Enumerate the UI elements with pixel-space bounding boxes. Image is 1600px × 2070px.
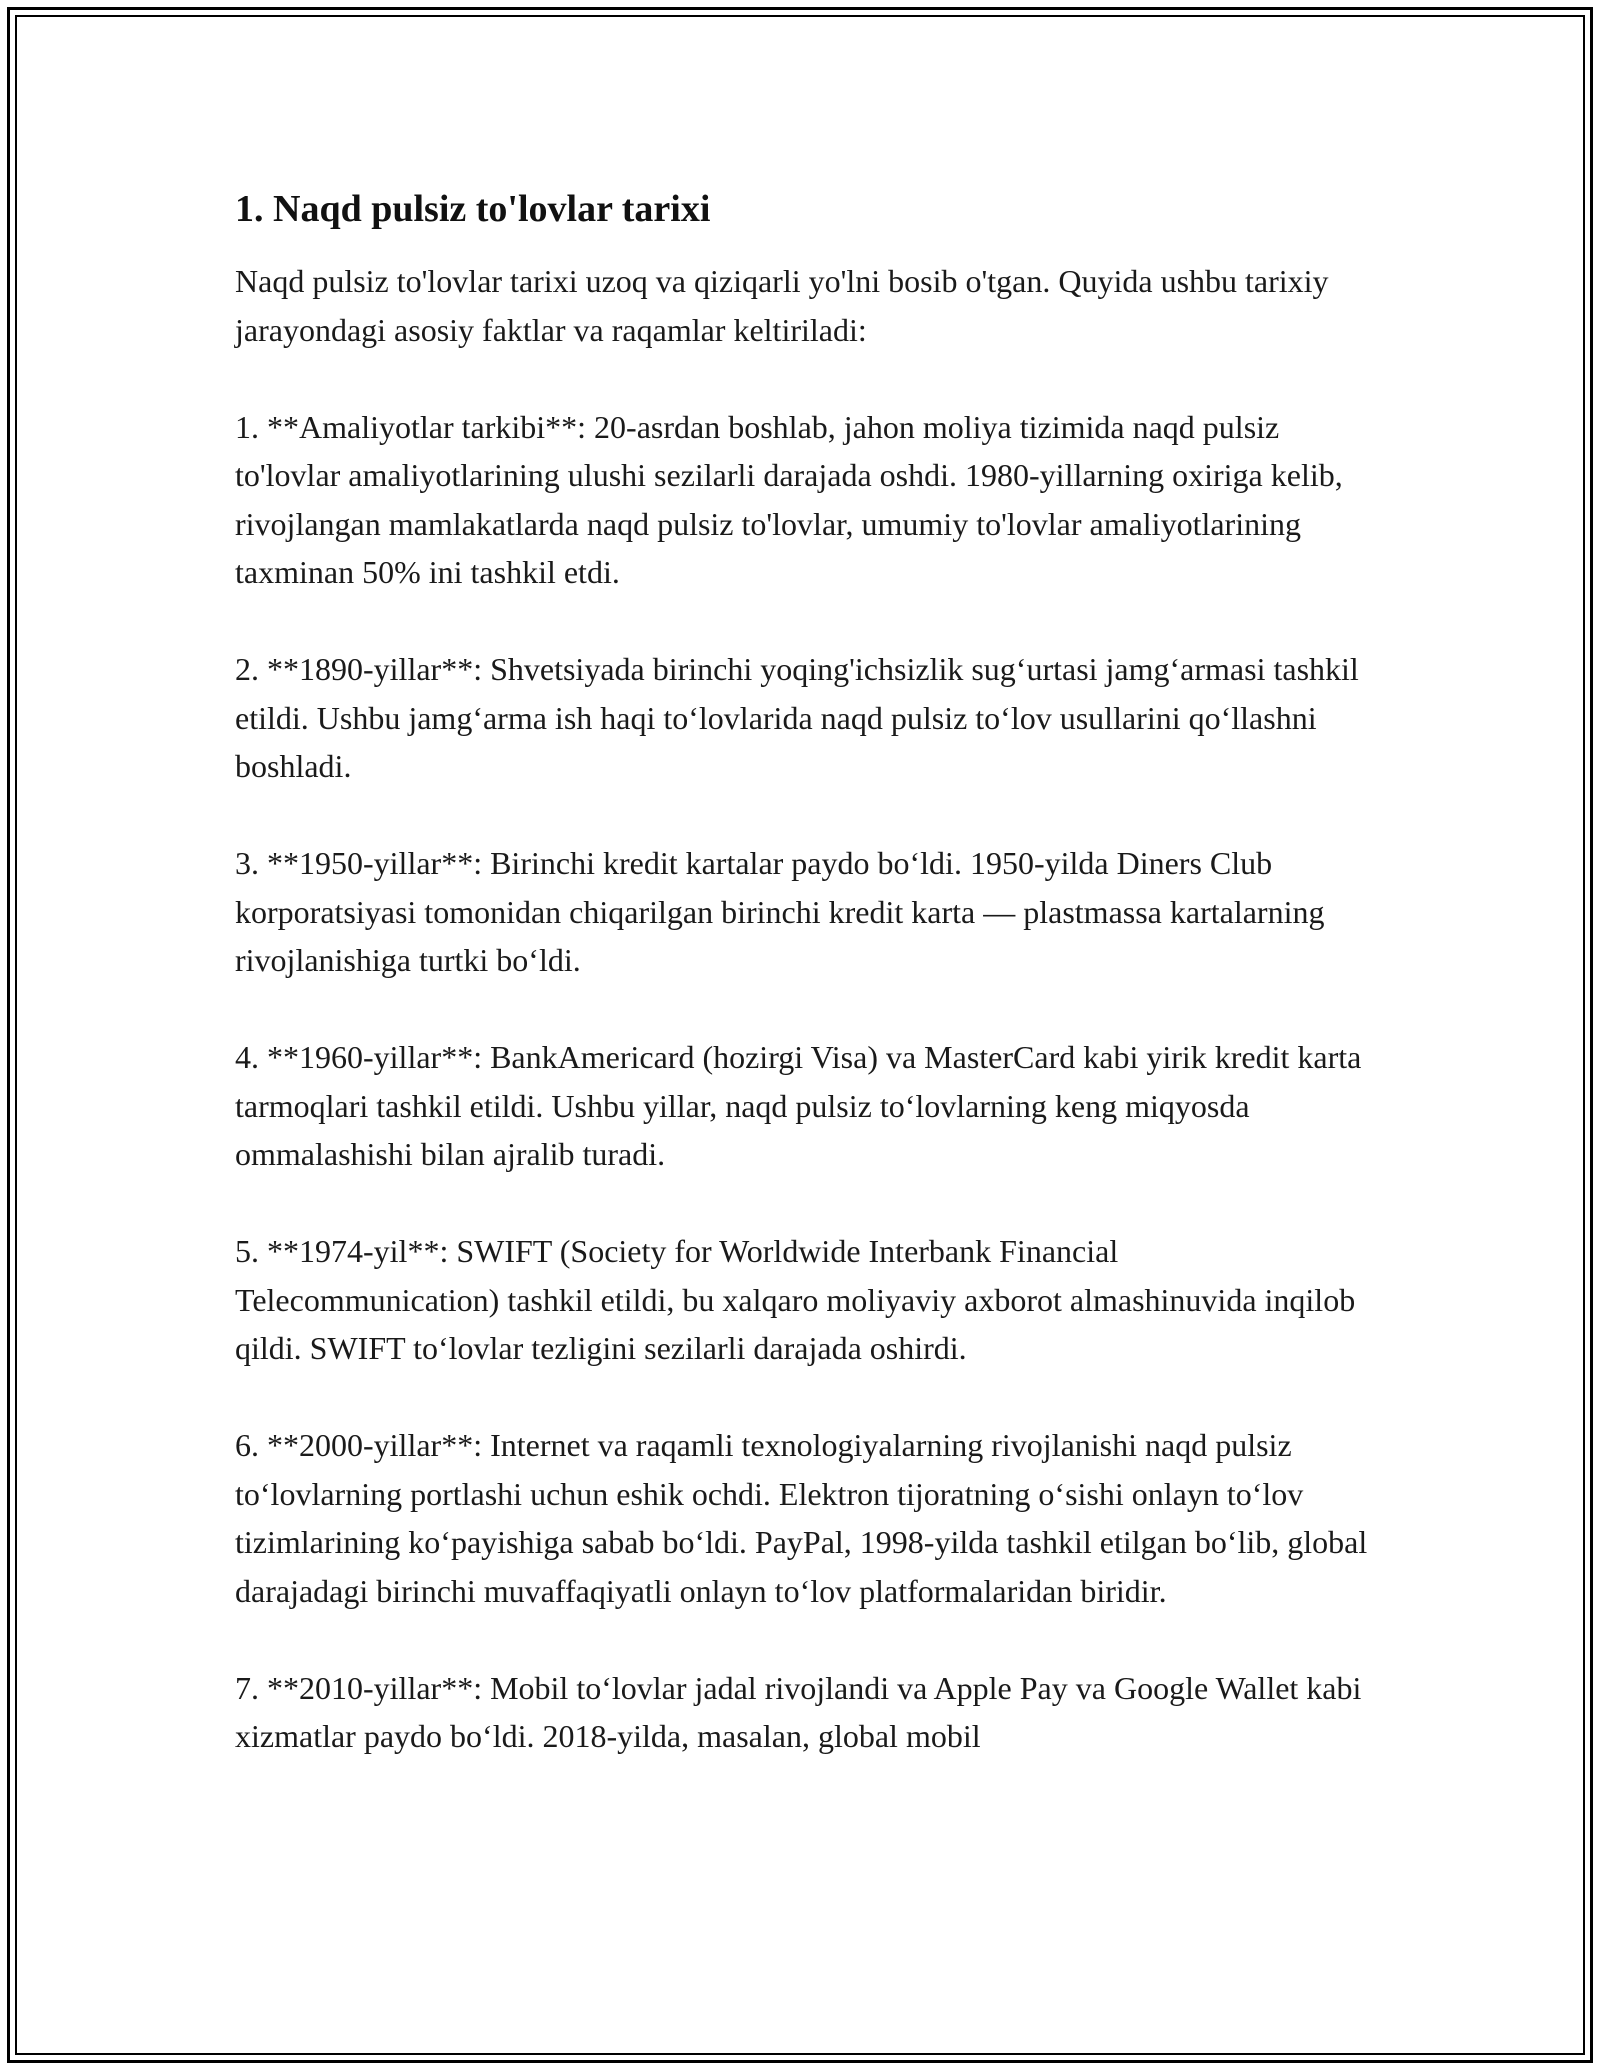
page-title: 1. Naqd pulsiz to'lovlar tarixi bbox=[235, 188, 711, 230]
list-item-6: 6. **2000-yillar**: Internet va raqamli texnologiyalarning rivojlanishi naqd pulsiz to‘lovlarning portlashi uchun eshik ochdi. Elektron tijoratning o‘sishi onlayn to‘lov tizimlarining ko‘payishiga sabab bo‘ldi. PayPal, 1998-yilda tashkil etilgan bo‘lib, global darajadagi birinchi muvaffaqiyatli onlayn to‘lov platformalaridan biridir. bbox=[235, 1427, 1368, 1609]
document-body bbox=[235, 185, 1385, 1809]
list-item-2: 2. **1890-yillar**: Shvetsiyada birinchi yoqing'ichsizlik sug‘urtasi jamg‘armasi tashkil etildi. Ushbu jamg‘arma ish haqi to‘lovlarida naqd pulsiz to‘lov usullarini qo‘llashni boshladi. bbox=[235, 651, 1359, 784]
list-item-5: 5. **1974-yil**: SWIFT (Society for Worldwide Interbank Financial Telecommunication) tashkil etildi, bu xalqaro moliyaviy axborot almashinuvida inqilob qildi. SWIFT to‘lovlar tezligini sezilarli darajada oshirdi. bbox=[235, 1233, 1356, 1366]
list-item-3: 3. **1950-yillar**: Birinchi kredit kartalar paydo bo‘ldi. 1950-yilda Diners Club korporatsiyasi tomonidan chiqarilgan birinchi kredit karta — plastmassa kartalarning rivojlanishiga turtki bo‘ldi. bbox=[235, 845, 1325, 978]
intro-paragraph: Naqd pulsiz to'lovlar tarixi uzoq va qiziqarli yo'lni bosib o'tgan. Quyida ushbu tarixiy jarayondagi asosiy faktlar va raqamlar keltiriladi: bbox=[235, 263, 1329, 348]
list-item-4: 4. **1960-yillar**: BankAmericard (hozirgi Visa) va MasterCard kabi yirik kredit karta tarmoqlari tashkil etildi. Ushbu yillar, naqd pulsiz to‘lovlarning keng miqyosda ommalashishi bilan ajralib turadi. bbox=[235, 1039, 1362, 1172]
list-item-1: 1. **Amaliyotlar tarkibi**: 20-asrdan boshlab, jahon moliya tizimida naqd pulsiz to'lovlar amaliyotlarining ulushi sezilarli darajada oshdi. 1980-yillarning oxiriga kelib, rivojlangan mamlakatlarda naqd pulsiz to'lovlar, umumiy to'lovlar amaliyotlarining taxminan 50% ini tashkil etdi. bbox=[235, 408, 1343, 590]
list-item-7: 7. **2010-yillar**: Mobil to‘lovlar jadal rivojlandi va Apple Pay va Google Wallet kabi xizmatlar paydo bo‘ldi. 2018-yilda, masalan, global mobil bbox=[235, 1669, 1362, 1754]
